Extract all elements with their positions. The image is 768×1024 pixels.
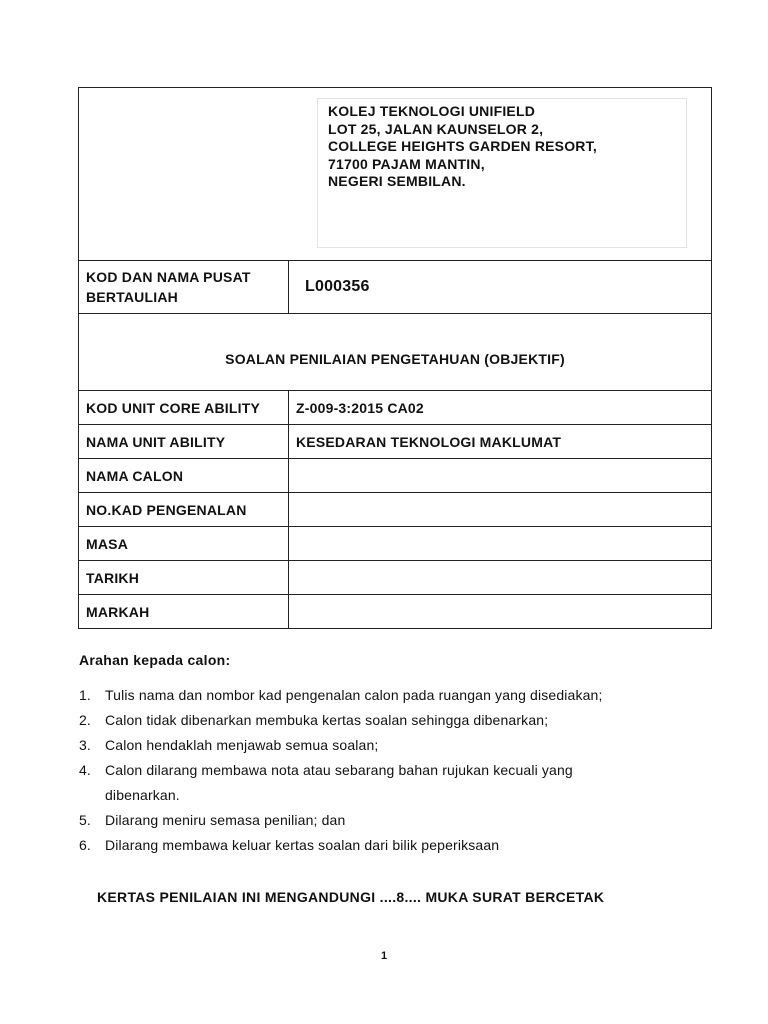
marks-field[interactable] — [289, 595, 712, 629]
instruction-item — [79, 758, 699, 808]
instruction-text: Tulis nama dan nombor kad pengenalan calon pada ruangan yang disediakan; — [105, 687, 603, 703]
instruction-text: Dilarang meniru semasa penilian; dan — [105, 812, 346, 828]
field-row-date — [79, 561, 712, 595]
instruction-number: 3. — [79, 737, 91, 753]
field-row-ic-number — [79, 493, 712, 527]
instructions-list — [79, 683, 699, 858]
field-row-unit-name — [79, 425, 712, 459]
form-title-row — [79, 314, 712, 391]
centre-label-line-1: KOD DAN NAMA PUSAT — [86, 269, 251, 285]
institution-address-box — [317, 98, 687, 248]
instruction-text: Dilarang membawa keluar kertas soalan dari bilik peperiksaan — [105, 837, 500, 853]
field-label: KOD UNIT CORE ABILITY — [79, 391, 289, 425]
field-value: Z-009-3:2015 CA02 — [289, 391, 712, 425]
centre-label-cell — [79, 261, 289, 314]
instruction-number: 5. — [79, 812, 91, 828]
field-label: MARKAH — [79, 595, 289, 629]
instruction-item — [79, 708, 699, 733]
instruction-item — [79, 808, 699, 833]
field-row-time — [79, 527, 712, 561]
time-field[interactable] — [289, 527, 712, 561]
field-label: TARIKH — [79, 561, 289, 595]
instruction-item — [79, 833, 699, 858]
centre-row — [79, 261, 712, 314]
field-value: KESEDARAN TEKNOLOGI MAKLUMAT — [289, 425, 712, 459]
centre-code-cell — [289, 261, 712, 314]
address-line-3: COLLEGE HEIGHTS GARDEN RESORT, — [328, 138, 597, 154]
header-cell — [79, 88, 712, 261]
form-title: SOALAN PENILAIAN PENGETAHUAN (OBJEKTIF) — [79, 314, 712, 391]
instruction-number: 4. — [79, 762, 91, 778]
instruction-number: 1. — [79, 687, 91, 703]
field-label: NAMA UNIT ABILITY — [79, 425, 289, 459]
centre-code: L000356 — [305, 278, 370, 295]
address-line-1: KOLEJ TEKNOLOGI UNIFIELD — [328, 103, 536, 119]
field-label: NO.KAD PENGENALAN — [79, 493, 289, 527]
page-number: 1 — [380, 950, 388, 962]
field-label: NAMA CALON — [79, 459, 289, 493]
instruction-continuation: dibenarkan. — [105, 787, 180, 803]
field-row-candidate-name — [79, 459, 712, 493]
date-field[interactable] — [289, 561, 712, 595]
field-row-unit-code — [79, 391, 712, 425]
page-count-note: KERTAS PENILAIAN INI MENGANDUNGI ....8.... MUKA SURAT BERCETAK — [97, 889, 605, 905]
ic-number-field[interactable] — [289, 493, 712, 527]
instructions-heading: Arahan kepada calon: — [79, 652, 231, 668]
instruction-text: Calon hendaklah menjawab semua soalan; — [105, 737, 379, 753]
address-line-5: NEGERI SEMBILAN. — [328, 173, 466, 189]
candidate-name-field[interactable] — [289, 459, 712, 493]
address-line-4: 71700 PAJAM MANTIN, — [328, 155, 485, 172]
address-line-2: LOT 25, JALAN KAUNSELOR 2, — [328, 120, 544, 137]
instruction-number: 6. — [79, 837, 91, 853]
instruction-text: Calon tidak dibenarkan membuka kertas soalan sehingga dibenarkan; — [105, 712, 549, 728]
instruction-item — [79, 683, 699, 708]
header-row — [79, 88, 712, 261]
instruction-text: Calon dilarang membawa nota atau sebarang bahan rujukan kecuali yang — [105, 762, 573, 778]
instruction-item — [79, 733, 699, 758]
field-label: MASA — [79, 527, 289, 561]
assessment-cover-table — [78, 87, 712, 629]
instruction-number: 2. — [79, 712, 91, 728]
field-row-marks — [79, 595, 712, 629]
centre-label-line-2: BERTAULIAH — [86, 289, 178, 305]
